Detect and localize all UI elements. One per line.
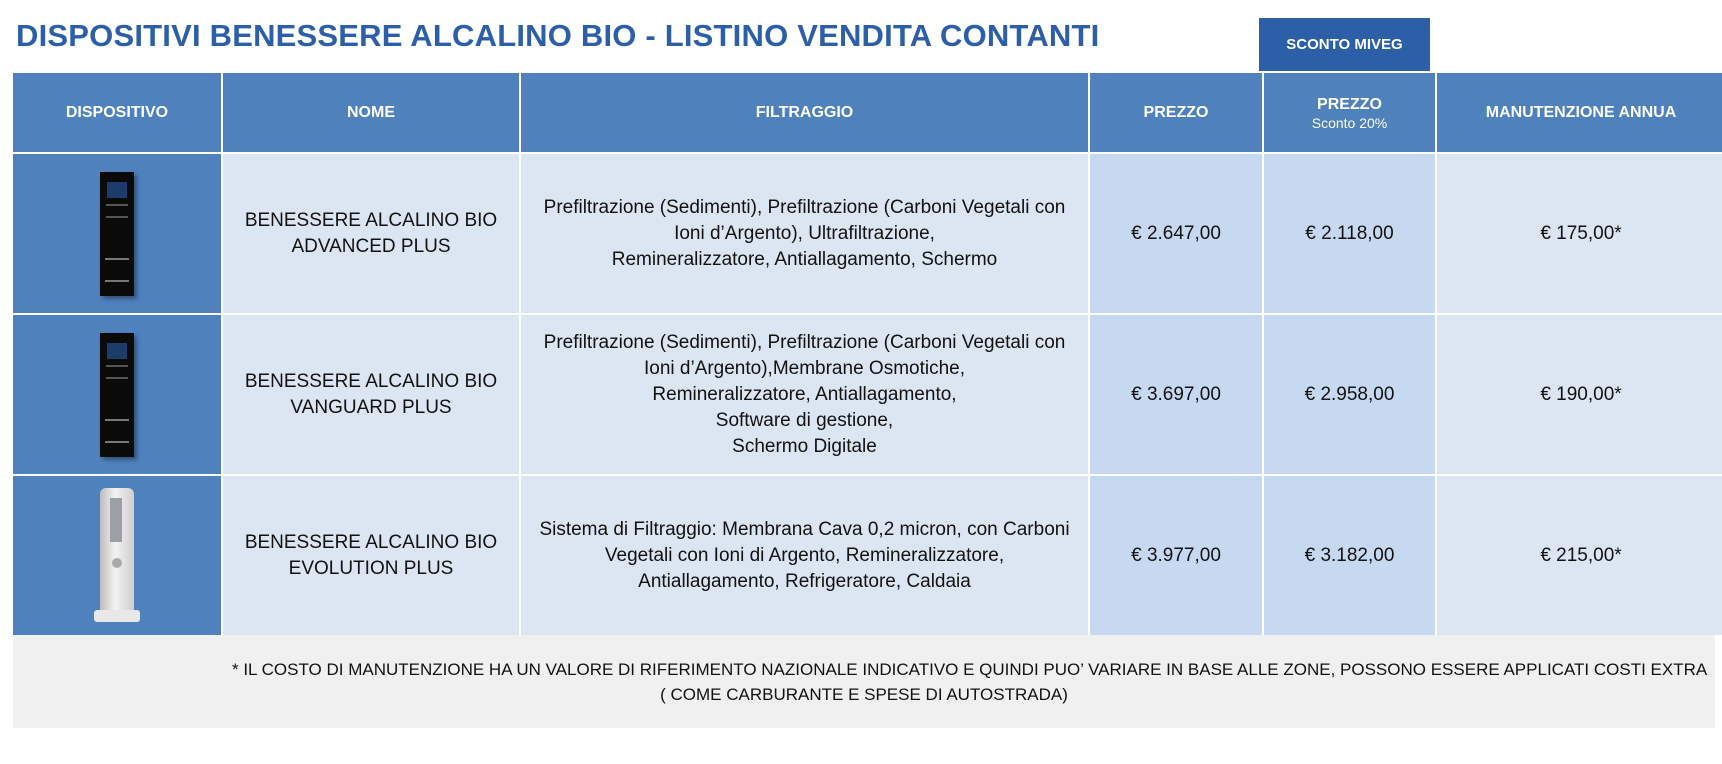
white-water-dispenser-icon xyxy=(94,488,140,624)
row-3-device-image xyxy=(13,476,221,635)
row-3-discount-price xyxy=(1264,476,1435,635)
row-1-name xyxy=(223,154,519,313)
row-2-price xyxy=(1090,315,1262,474)
row-2-price-value: € 3.697,00 xyxy=(1131,383,1221,405)
row-1-discount-price-value: € 2.118,00 xyxy=(1305,222,1394,244)
row-1-filtering-line: Ioni d’Argento), Ultrafiltrazione, xyxy=(674,222,935,244)
discount-badge: SCONTO MIVEG xyxy=(1259,18,1430,71)
header-price xyxy=(1090,73,1262,152)
row-2-device-image xyxy=(13,315,221,474)
row-3-name-line: EVOLUTION PLUS xyxy=(288,557,454,579)
row-3-maintenance xyxy=(1437,476,1722,635)
row-1-maintenance-value: € 175,00* xyxy=(1540,222,1622,244)
row-3-name-line: BENESSERE ALCALINO BIO xyxy=(244,531,498,553)
maintenance-footnote xyxy=(13,635,1715,728)
page-title: DISPOSITIVI BENESSERE ALCALINO BIO - LISTINO VENDITA CONTANTI xyxy=(16,18,1100,53)
row-3-name xyxy=(223,476,519,635)
row-3-maintenance-value: € 215,00* xyxy=(1540,544,1622,566)
header-filtering-label: FILTRAGGIO xyxy=(755,103,854,121)
row-3-price xyxy=(1090,476,1262,635)
row-2-name-line: VANGUARD PLUS xyxy=(290,396,452,418)
row-1-price-value: € 2.647,00 xyxy=(1131,222,1221,244)
row-2-name-line: BENESSERE ALCALINO BIO xyxy=(244,370,498,392)
row-3-filtering-line: Vegetali con Ioni di Argento, Remineralizzatore, xyxy=(604,544,1005,566)
row-2-discount-price xyxy=(1264,315,1435,474)
row-1-name-line: ADVANCED PLUS xyxy=(291,235,451,257)
row-2-filtering xyxy=(521,315,1088,474)
row-1-discount-price xyxy=(1264,154,1435,313)
header-discount-price xyxy=(1264,73,1435,152)
row-3-filtering-line: Antiallagamento, Refrigeratore, Caldaia xyxy=(638,570,971,592)
row-2-name xyxy=(223,315,519,474)
header-maintenance xyxy=(1437,73,1722,152)
header-name-label: NOME xyxy=(347,103,395,121)
price-list-table xyxy=(13,73,1715,633)
header-name xyxy=(223,73,519,152)
row-2-maintenance-value: € 190,00* xyxy=(1540,383,1622,405)
row-2-maintenance xyxy=(1437,315,1722,474)
row-3-filtering-line: Sistema di Filtraggio: Membrana Cava 0,2 micron, con Carboni xyxy=(539,518,1070,540)
row-2-discount-price-value: € 2.958,00 xyxy=(1304,383,1395,405)
row-1-device-image xyxy=(13,154,221,313)
header-device xyxy=(13,73,221,152)
header-discount-price-label: PREZZO xyxy=(1317,95,1382,113)
row-1-name-line: BENESSERE ALCALINO BIO xyxy=(244,209,498,231)
row-1-filtering-line: Prefiltrazione (Sedimenti), Prefiltrazione (Carboni Vegetali con xyxy=(543,196,1066,218)
black-water-ionizer-icon xyxy=(100,333,134,457)
row-2-filtering-line: Prefiltrazione (Sedimenti), Prefiltrazione (Carboni Vegetali con xyxy=(543,331,1066,353)
header-discount-price-sub: Sconto 20% xyxy=(1311,114,1388,131)
header-filtering xyxy=(521,73,1088,152)
header-maintenance-label: MANUTENZIONE ANNUA xyxy=(1485,103,1677,121)
row-1-maintenance xyxy=(1437,154,1722,313)
row-2-filtering-line: Software di gestione, xyxy=(715,409,894,431)
row-3-filtering xyxy=(521,476,1088,635)
row-1-price xyxy=(1090,154,1262,313)
row-2-filtering-line: Schermo Digitale xyxy=(732,435,877,457)
footnote-line-1: * IL COSTO DI MANUTENZIONE HA UN VALORE DI RIFERIMENTO NAZIONALE INDICATIVO E QUINDI PUO’ VARIARE IN BASE ALLE ZONE, POSSONO ESSERE APPLICATI COSTI EXTRA xyxy=(232,660,1708,679)
row-1-filtering xyxy=(521,154,1088,313)
row-1-filtering-line: Remineralizzatore, Antiallagamento, Schermo xyxy=(611,248,998,270)
row-3-discount-price-value: € 3.182,00 xyxy=(1304,544,1395,566)
black-water-ionizer-icon xyxy=(100,172,134,296)
row-3-price-value: € 3.977,00 xyxy=(1131,544,1221,566)
row-2-filtering-line: Ioni d’Argento),Membrane Osmotiche, xyxy=(643,357,966,379)
row-2-filtering-line: Remineralizzatore, Antiallagamento, xyxy=(652,383,957,405)
footnote-line-2: ( COME CARBURANTE E SPESE DI AUTOSTRADA) xyxy=(660,685,1068,704)
header-device-label: DISPOSITIVO xyxy=(65,103,169,121)
header-price-label: PREZZO xyxy=(1143,103,1209,121)
